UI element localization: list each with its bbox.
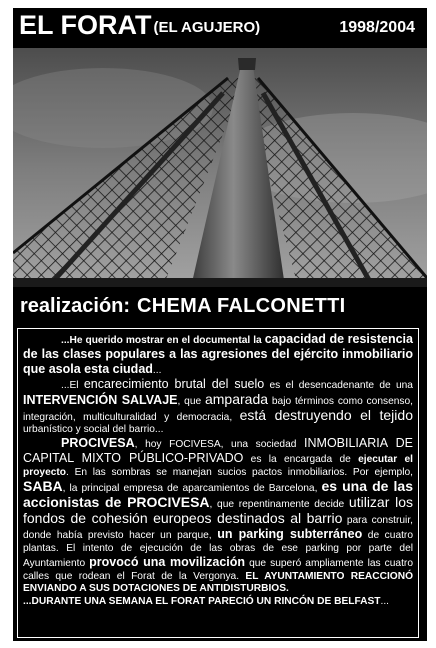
p2-f: amparada [204, 390, 269, 407]
poster-subtitle: (EL AGUJERO) [153, 19, 261, 36]
p3-g: SABA [23, 478, 63, 495]
p1-ellipsis: ... [152, 364, 162, 376]
p1-highlight: capacidad de resistencia de las clases populares a las agresiones del ejército inmobiliario que asola esta ciudad [23, 332, 413, 376]
p3-b: , hoy FOCIVESA, una sociedad [134, 439, 297, 451]
p3-a: PROCIVESA [61, 436, 135, 451]
p2-g: bajo términos como consenso, integración, multiculturalidad y democracia, [23, 395, 413, 423]
p1-intro: ...He querido mostrar en el documental la [61, 335, 262, 346]
p3-o: provocó una movilización [89, 554, 246, 569]
p3-m: un parking subterráneo [217, 526, 363, 541]
synopsis-text [17, 328, 419, 638]
poster [13, 8, 427, 641]
p3-i: es una de las accionistas de PROCIVESA [23, 478, 413, 510]
p3-p: que superó ampliamente las cuatro calles que rodean el Forat de la Vergonya. [23, 557, 413, 582]
p2-c: es el desencadenante de una [269, 379, 413, 391]
tower-photo [13, 48, 427, 287]
p3-e: ejecutar el proyecto [23, 454, 413, 479]
poster-years: 1998/2004 [339, 19, 415, 36]
p3-k: utilizar los fondos de cohesión europeos destinados al barrio [23, 493, 414, 526]
p2-e: , que [177, 395, 202, 407]
p4-a: ...DURANTE UNA SEMANA EL FORAT PARECIÓ UN RINCÓN DE BELFAST [23, 596, 381, 608]
paragraph-1 [23, 333, 413, 378]
p3-d: es la encargada de [250, 454, 351, 466]
p3-h: , la principal empresa de aparcamientos de Barcelona, [62, 483, 318, 495]
p2-b: encarecimiento brutal del suelo [83, 376, 265, 391]
p2-i: urbanístico y social del barrio... [23, 424, 164, 436]
p3-l: para construir, donde había previsto hacer un parque, [23, 514, 413, 541]
p3-j: , que repentinamente decide [209, 498, 345, 510]
poster-title: EL FORAT [19, 10, 152, 40]
paragraph-3 [23, 437, 413, 596]
p3-q: EL AYUNTAMIENTO REACCIONÓ ENVIANDO A SUS DOTACIONES DE ANTIDISTURBIOS. [23, 570, 413, 595]
credit-label: realización: [20, 294, 131, 317]
p4-b: ... [380, 596, 390, 608]
p3-n: de cuatro plantas. El intento de ejecución de las obras de ese parking por parte del Ayuntamiento [23, 529, 413, 569]
poster-header [13, 8, 427, 46]
p3-c: INMOBILIARIA DE CAPITAL MIXTO PÚBLICO-PRIVADO [23, 436, 413, 466]
tower-photo-illustration [13, 48, 427, 287]
paragraph-2 [23, 378, 413, 438]
p2-h: está destruyendo el tejido [239, 406, 413, 423]
p3-f: . En las sombras se manejan sucios pactos inmobiliarios. Por ejemplo, [66, 467, 413, 479]
paragraph-4 [23, 596, 413, 609]
p2-a: ...El [61, 379, 79, 391]
director-credit [13, 288, 427, 324]
credit-name: CHEMA FALCONETTI [137, 294, 346, 317]
p2-d: INTERVENCIÓN SALVAJE [23, 392, 178, 407]
